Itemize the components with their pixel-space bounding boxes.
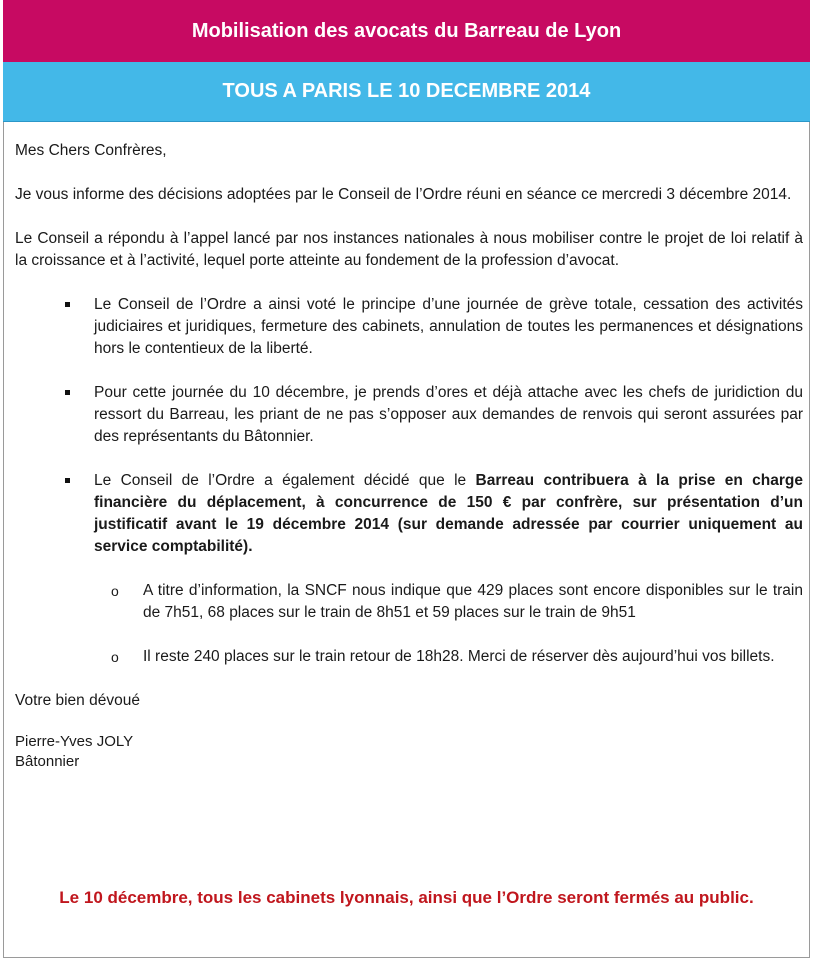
circle-bullet-icon: o — [111, 649, 119, 665]
bullet-square-icon — [65, 302, 70, 307]
signature-block — [15, 732, 803, 772]
list-item — [15, 294, 803, 360]
page-subtitle: TOUS A PARIS LE 10 DECEMBRE 2014 — [222, 80, 591, 102]
closure-notice: Le 10 décembre, tous les cabinets lyonnais, ainsi que l’Ordre seront fermés au public. — [59, 888, 754, 907]
list-item — [15, 470, 803, 558]
signature-title: Bâtonnier — [15, 753, 80, 770]
greeting: Mes Chers Confrères, — [15, 142, 167, 159]
letter-body — [15, 140, 803, 772]
bullet-text: Pour cette journée du 10 décembre, je prends d’ores et déjà attache avec les chefs de juridiction du ressort du Barreau, les priant de ne pas s’opposer aux demandes de renvois qui seront assurées par des représentants du Bâtonnier. — [94, 384, 803, 445]
page-title-banner — [3, 0, 810, 62]
paragraph-decisions: Je vous informe des décisions adoptées par le Conseil de l’Ordre réuni en séance ce mercredi 3 décembre 2014. — [15, 186, 792, 203]
bullet-text-bold: Barreau contribuera à la prise en charge financière du déplacement, à concurrence de 150 € par confrère, sur présentation d’un justificatif avant le 19 décembre 2014 (sur demande adressée par courrier uniquement au service comptabilité). — [94, 472, 804, 555]
circle-bullet-icon: o — [111, 583, 119, 599]
bullet-text: Le Conseil de l’Ordre a ainsi voté le principe d’une journée de grève totale, cessation des activités judiciaires et juridiques, fermeture des cabinets, annulation de toutes les permanences et désignations hors le contentieux de la liberté. — [94, 296, 803, 357]
bullet-square-icon — [65, 478, 70, 483]
sub-item-text: A titre d’information, la SNCF nous indique que 429 places sont encore disponibles sur le train de 7h51, 68 places sur le train de 8h51 et 59 places sur le train de 9h51 — [143, 582, 803, 621]
bullet-text-intro: Le Conseil de l’Ordre a également décidé que le — [94, 472, 476, 489]
sub-item-text: Il reste 240 places sur le train retour de 18h28. Merci de réserver dès aujourd’hui vos billets. — [143, 648, 775, 665]
closing: Votre bien dévoué — [15, 692, 140, 709]
paragraph-mobilisation: Le Conseil a répondu à l’appel lancé par nos instances nationales à nous mobiliser contre le projet de loi relatif à la croissance et à l’activité, lequel porte atteinte au fondement de la profession d’avocat. — [15, 230, 803, 269]
page-subtitle-banner — [3, 62, 810, 122]
bullet-square-icon — [65, 390, 70, 395]
signature-name: Pierre-Yves JOLY — [15, 733, 134, 750]
sub-list-item — [15, 646, 803, 668]
list-item — [15, 382, 803, 448]
page-title: Mobilisation des avocats du Barreau de Lyon — [191, 19, 622, 42]
sub-list-item — [15, 580, 803, 624]
